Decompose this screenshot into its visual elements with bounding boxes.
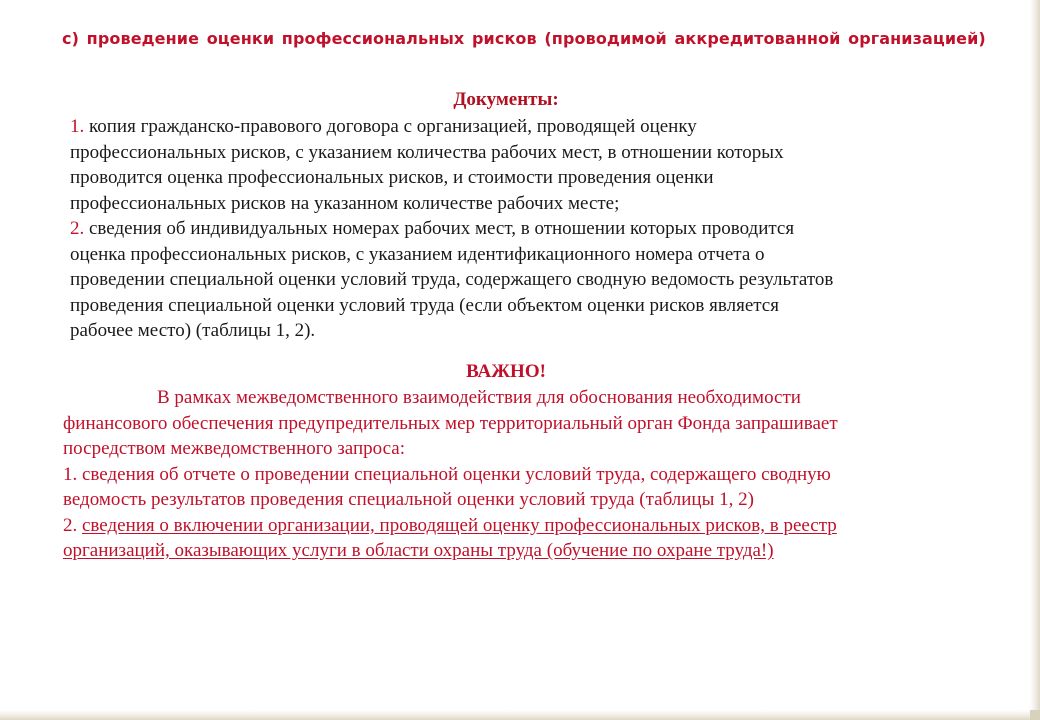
important-item-2-line-2: организаций, оказывающих услуги в области охраны труда (обучение по охране труда!) xyxy=(63,540,774,561)
slide-heading: с) проведение оценки профессиональных рисков (проводимой аккредитованной организацией) xyxy=(62,29,986,48)
slide-frame-corner xyxy=(1030,710,1040,720)
important-item-2-number: 2. xyxy=(63,514,82,536)
important-intro-line-1: В рамках межведомственного взаимодействия для обоснования необходимости xyxy=(157,387,801,408)
documents-title: Документы: xyxy=(453,89,559,110)
documents-list xyxy=(70,114,950,344)
slide-frame-bottom xyxy=(0,710,1040,720)
important-item-1-line-1: 1. сведения об отчете о проведении специальной оценки условий труда, содержащего сводную xyxy=(63,463,831,485)
slide-frame-right xyxy=(1030,0,1040,720)
important-block xyxy=(63,385,963,564)
doc-item-1-line-2: профессиональных рисков, с указанием количества рабочих мест, в отношении которых xyxy=(70,141,784,163)
important-item-1-line-2: ведомость результатов проведения специальной оценки условий труда (таблицы 1, 2) xyxy=(63,489,754,510)
doc-item-2-line-5: рабочее место) (таблицы 1, 2). xyxy=(70,320,316,341)
doc-item-2-line-3: проведении специальной оценки условий труда, содержащего сводную ведомость результатов xyxy=(70,269,834,290)
doc-item-2-line-2: оценка профессиональных рисков, с указанием идентификационного номера отчета о xyxy=(70,243,765,265)
doc-item-2-number: 2. xyxy=(70,218,85,239)
doc-item-1-line-1: 1. копия гражданско-правового договора с организацией, проводящей оценку xyxy=(70,116,697,137)
important-intro-line-2: финансового обеспечения предупредительных мер территориальный орган Фонда запрашивает xyxy=(63,412,838,434)
doc-item-1-line-4: профессиональных рисков на указанном количестве рабочих месте; xyxy=(70,192,620,214)
doc-item-1-number: 1. xyxy=(70,116,85,137)
important-item-2-line-1 xyxy=(63,513,963,539)
important-item-2-underlined: сведения о включении организации, проводящей оценку профессиональных рисков, в реестр xyxy=(82,514,837,536)
doc-item-2-line-4: проведения специальной оценки условий труда (если объектом оценки рисков является xyxy=(70,294,779,316)
doc-item-2-line-1: 2. сведения об индивидуальных номерах рабочих мест, в отношении которых проводится xyxy=(70,218,795,239)
important-intro-line-3: посредством межведомственного запроса: xyxy=(63,438,406,459)
doc-item-1-line-3: проводится оценка профессиональных рисков, и стоимости проведения оценки xyxy=(70,167,714,188)
important-title: ВАЖНО! xyxy=(466,361,546,382)
